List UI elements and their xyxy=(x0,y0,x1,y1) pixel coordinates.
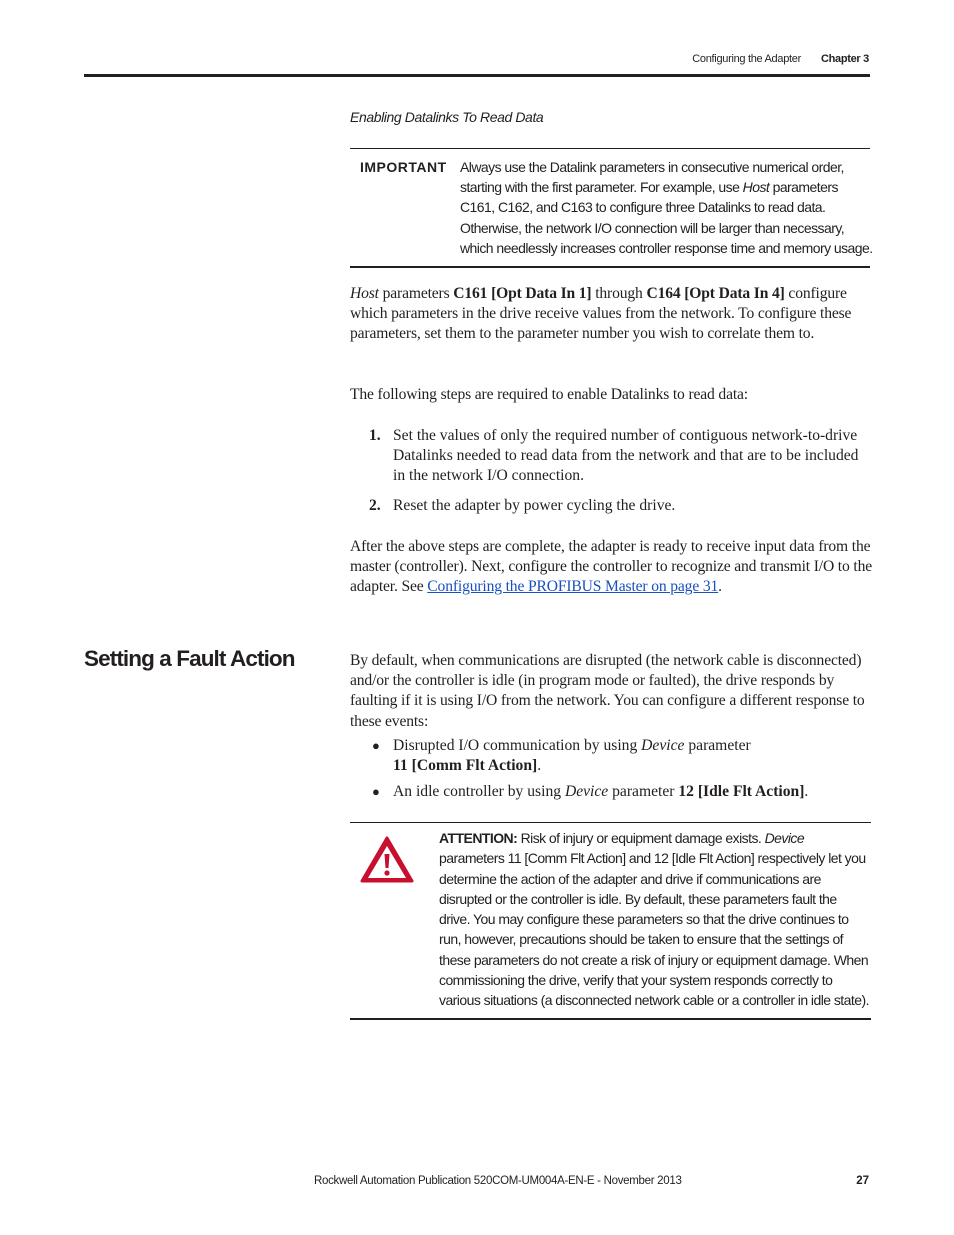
header-chapter: Chapter 3 xyxy=(820,53,869,65)
important-text-part: parameters C161, C162, and C163 to configure three Datalinks to read data. Otherwise, the network I/O connection will be larger than necessary, which needlessly increases controller response time and memory usage. xyxy=(460,179,873,256)
step-text: Set the values of only the required number of contiguous network-to-drive Datalinks needed to read data from the network and that are to be included in the network I/O connection. xyxy=(393,427,859,485)
bullet-text xyxy=(393,782,863,802)
important-text xyxy=(460,157,875,258)
device-term: Device xyxy=(641,737,685,754)
header-rule xyxy=(84,74,870,77)
bullet-text-part: . xyxy=(804,783,809,800)
bullet-text-part: Disrupted I/O communication by using xyxy=(393,737,642,754)
attention-text xyxy=(439,828,869,1011)
paragraph-text: parameters xyxy=(378,285,454,302)
bullet-icon: ● xyxy=(372,784,380,799)
running-header xyxy=(692,53,869,65)
datalink-params-paragraph xyxy=(350,284,872,345)
profibus-master-link[interactable]: Configuring the PROFIBUS Master on page 31 xyxy=(427,578,719,596)
header-section: Configuring the Adapter xyxy=(692,53,801,65)
fault-action-intro: By default, when communications are disrupted (the network cable is disconnected) and/or the controller is idle (in program mode or faulted), the drive responds by faulting if it is using I/O from the network. You can configure a different response to these events: xyxy=(350,652,865,730)
subsection-title: Enabling Datalinks To Read Data xyxy=(350,109,544,125)
bullet-text xyxy=(393,736,863,776)
attention-text-part: Risk of injury or equipment damage exists. xyxy=(517,830,765,846)
paragraph-text: After the above steps are complete, the adapter is ready to receive input data from the master (controller). Next, configure the controller to recognize and transmit I/O to the adapter. See xyxy=(350,538,872,596)
page-number: 27 xyxy=(856,1175,869,1187)
paragraph-text: through xyxy=(591,285,647,302)
bullet-text-part: . xyxy=(537,757,542,775)
bullet-text-part: parameter xyxy=(608,783,679,800)
attention-text-part: parameters 11 [Comm Flt Action] and 12 [Idle Flt Action] respectively let you determine the action of the adapter and drive if communications are disrupted or the controller is idle. By default, these parameters fault the drive. You may configure these parameters so that the drive continues to run, however, precautions should be taken to ensure that the settings of these parameters do not create a risk of injury or equipment damage. When commissioning the drive, verify that your system responds correctly to various situations (a disconnected network cable or a controller in idle state). xyxy=(439,850,869,1009)
warning-triangle-icon xyxy=(359,835,415,885)
attention-label: ATTENTION: xyxy=(439,830,518,846)
after-steps-paragraph xyxy=(350,537,872,598)
param-start: C161 [Opt Data In 1] xyxy=(453,285,592,302)
step-text: Reset the adapter by power cycling the drive. xyxy=(393,497,676,514)
host-term: Host xyxy=(350,285,379,302)
important-text-part: Always use the Datalink parameters in consecutive numerical order, starting with the first parameter. For example, use xyxy=(460,159,844,196)
bullet-param: 11 [Comm Flt Action] xyxy=(393,757,538,775)
footer-publication: Rockwell Automation Publication 520COM-UM004A-EN-E - November 2013 xyxy=(314,1175,682,1187)
important-label: IMPORTANT xyxy=(360,159,447,175)
bullet-icon: ● xyxy=(372,738,380,753)
steps-intro-paragraph: The following steps are required to enable Datalinks to read data: xyxy=(350,386,748,403)
attention-note xyxy=(350,822,871,1020)
section-title: Setting a Fault Action xyxy=(84,646,295,671)
param-end: C164 [Opt Data In 4] xyxy=(646,285,785,302)
bullet-text-part: An idle controller by using xyxy=(393,783,565,800)
step-number: 2. xyxy=(369,497,381,514)
device-term: Device xyxy=(564,783,609,800)
paragraph-text: configure which parameters in the drive receive values from the network. To configure these parameters, set them to the parameter number you wish to correlate them to. xyxy=(350,285,852,343)
important-note xyxy=(350,148,873,268)
important-host-term: Host xyxy=(742,179,770,196)
step-number: 1. xyxy=(369,427,381,444)
bullet-param: 12 [Idle Flt Action] xyxy=(678,783,805,800)
paragraph-text: . xyxy=(718,578,722,596)
bullet-text-part: parameter xyxy=(684,737,751,754)
device-term: Device xyxy=(764,830,805,846)
